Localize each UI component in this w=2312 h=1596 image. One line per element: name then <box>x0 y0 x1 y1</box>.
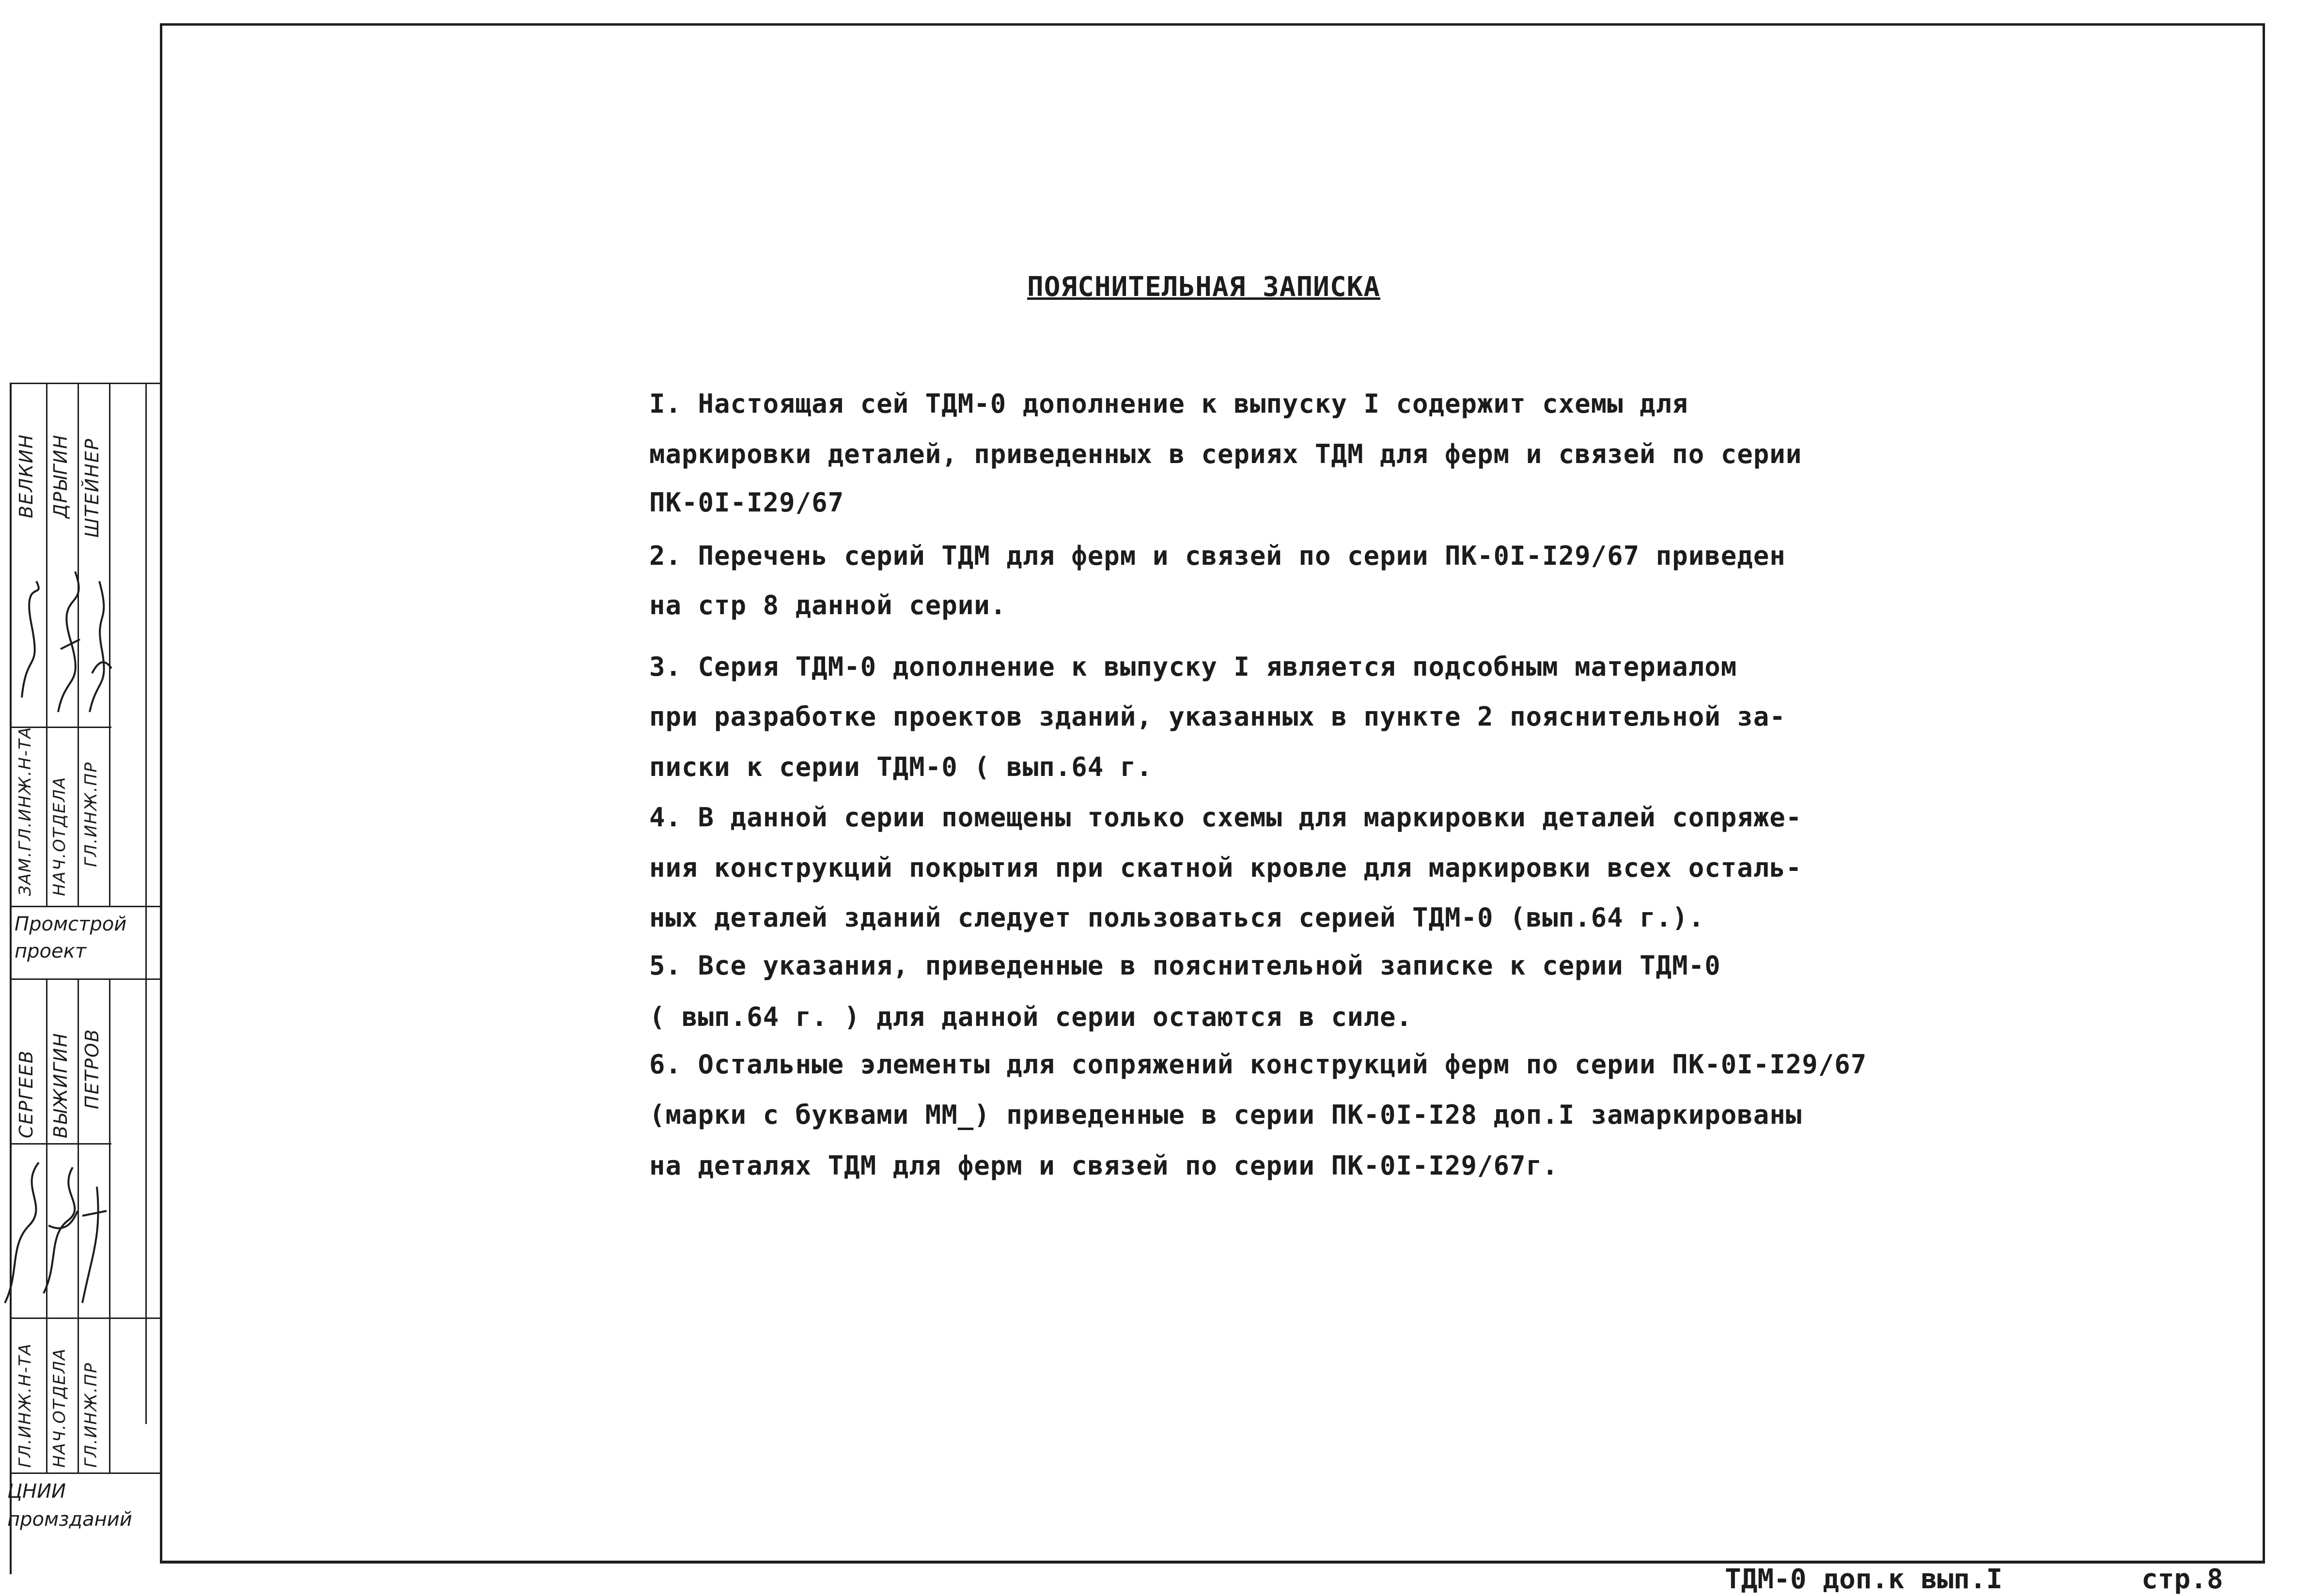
body-line: 2. Перечень серий ТДМ для ферм и связей по серии ПК-0I-I29/67 приведен <box>649 541 1786 571</box>
footer-series: ТДМ-0 доп.к вып.I <box>1725 1564 2003 1595</box>
stamp-org-2: ЦНИИ промзданий <box>7 1480 132 1531</box>
body-line: писки к серии ТДМ-0 ( вып.64 г. <box>649 752 1153 782</box>
body-line: 4. В данной серии помещены только схемы для маркировки деталей сопряже- <box>649 802 1802 833</box>
stamp-name-1: ВЕЛКИН <box>16 434 37 518</box>
body-line: ния конструкций покрытия при скатной кровле для маркировки всех осталь- <box>649 852 1802 883</box>
body-line: при разработке проектов зданий, указанных в пункте 2 пояснительной за- <box>649 701 1786 732</box>
approval-stamp <box>0 383 165 1574</box>
signature-scribbles-lower <box>0 1148 116 1317</box>
stamp-role-1: ЗАМ.ГЛ.ИНЖ.Н-ТА <box>16 726 35 896</box>
footer-page-number: стр.8 <box>2141 1564 2223 1595</box>
body-line: ных деталей зданий следует пользоваться серией ТДМ-0 (вып.64 г.). <box>649 902 1705 933</box>
signature-scribbles-upper <box>12 552 114 727</box>
body-line: маркировки деталей, приведенных в сериях ТДМ для ферм и связей по серии <box>649 439 1802 469</box>
body-line: 6. Остальные элементы для сопряжений конструкций ферм по серии ПК-0I-I29/67 <box>649 1049 1867 1080</box>
stamp-role-2: НАЧ.ОТДЕЛА <box>50 776 69 896</box>
body-line: ( вып.64 г. ) для данной серии остаются в силе. <box>649 1002 1413 1032</box>
body-line: (марки с буквами ММ_) приведенные в серии ПК-0I-I28 доп.I замаркированы <box>649 1100 1802 1130</box>
stamp-name-5: ВЫЖИГИН <box>50 1032 71 1138</box>
document-title: ПОЯСНИТЕЛЬНАЯ ЗАПИСКА <box>1027 271 1381 303</box>
stamp-name-2: ДРЫГИН <box>50 434 71 518</box>
stamp-role-5: НАЧ.ОТДЕЛА <box>50 1348 69 1468</box>
stamp-name-4: СЕРГЕЕВ <box>16 1050 37 1138</box>
body-line: ПК-0I-I29/67 <box>649 487 844 518</box>
stamp-name-6: ПЕТРОВ <box>81 1028 103 1109</box>
stamp-name-3: ШТЕЙНЕР <box>81 438 103 538</box>
stamp-role-3: ГЛ.ИНЖ.ПР <box>81 761 101 867</box>
body-line: на деталях ТДМ для ферм и связей по серии ПК-0I-I29/67г. <box>649 1150 1559 1181</box>
body-line: 5. Все указания, приведенные в пояснительной записке к серии ТДМ-0 <box>649 950 1721 981</box>
body-line: I. Настоящая сей ТДМ-0 дополнение к выпуску I содержит схемы для <box>649 388 1688 419</box>
stamp-role-4: ГЛ.ИНЖ.Н-ТА <box>16 1343 35 1468</box>
stamp-role-6: ГЛ.ИНЖ.ПР <box>81 1362 101 1468</box>
body-line: 3. Серия ТДМ-0 дополнение к выпуску I является подсобным материалом <box>649 651 1737 682</box>
body-line: на стр 8 данной серии. <box>649 590 1007 620</box>
stamp-org-1: Промстрой проект <box>15 913 127 962</box>
